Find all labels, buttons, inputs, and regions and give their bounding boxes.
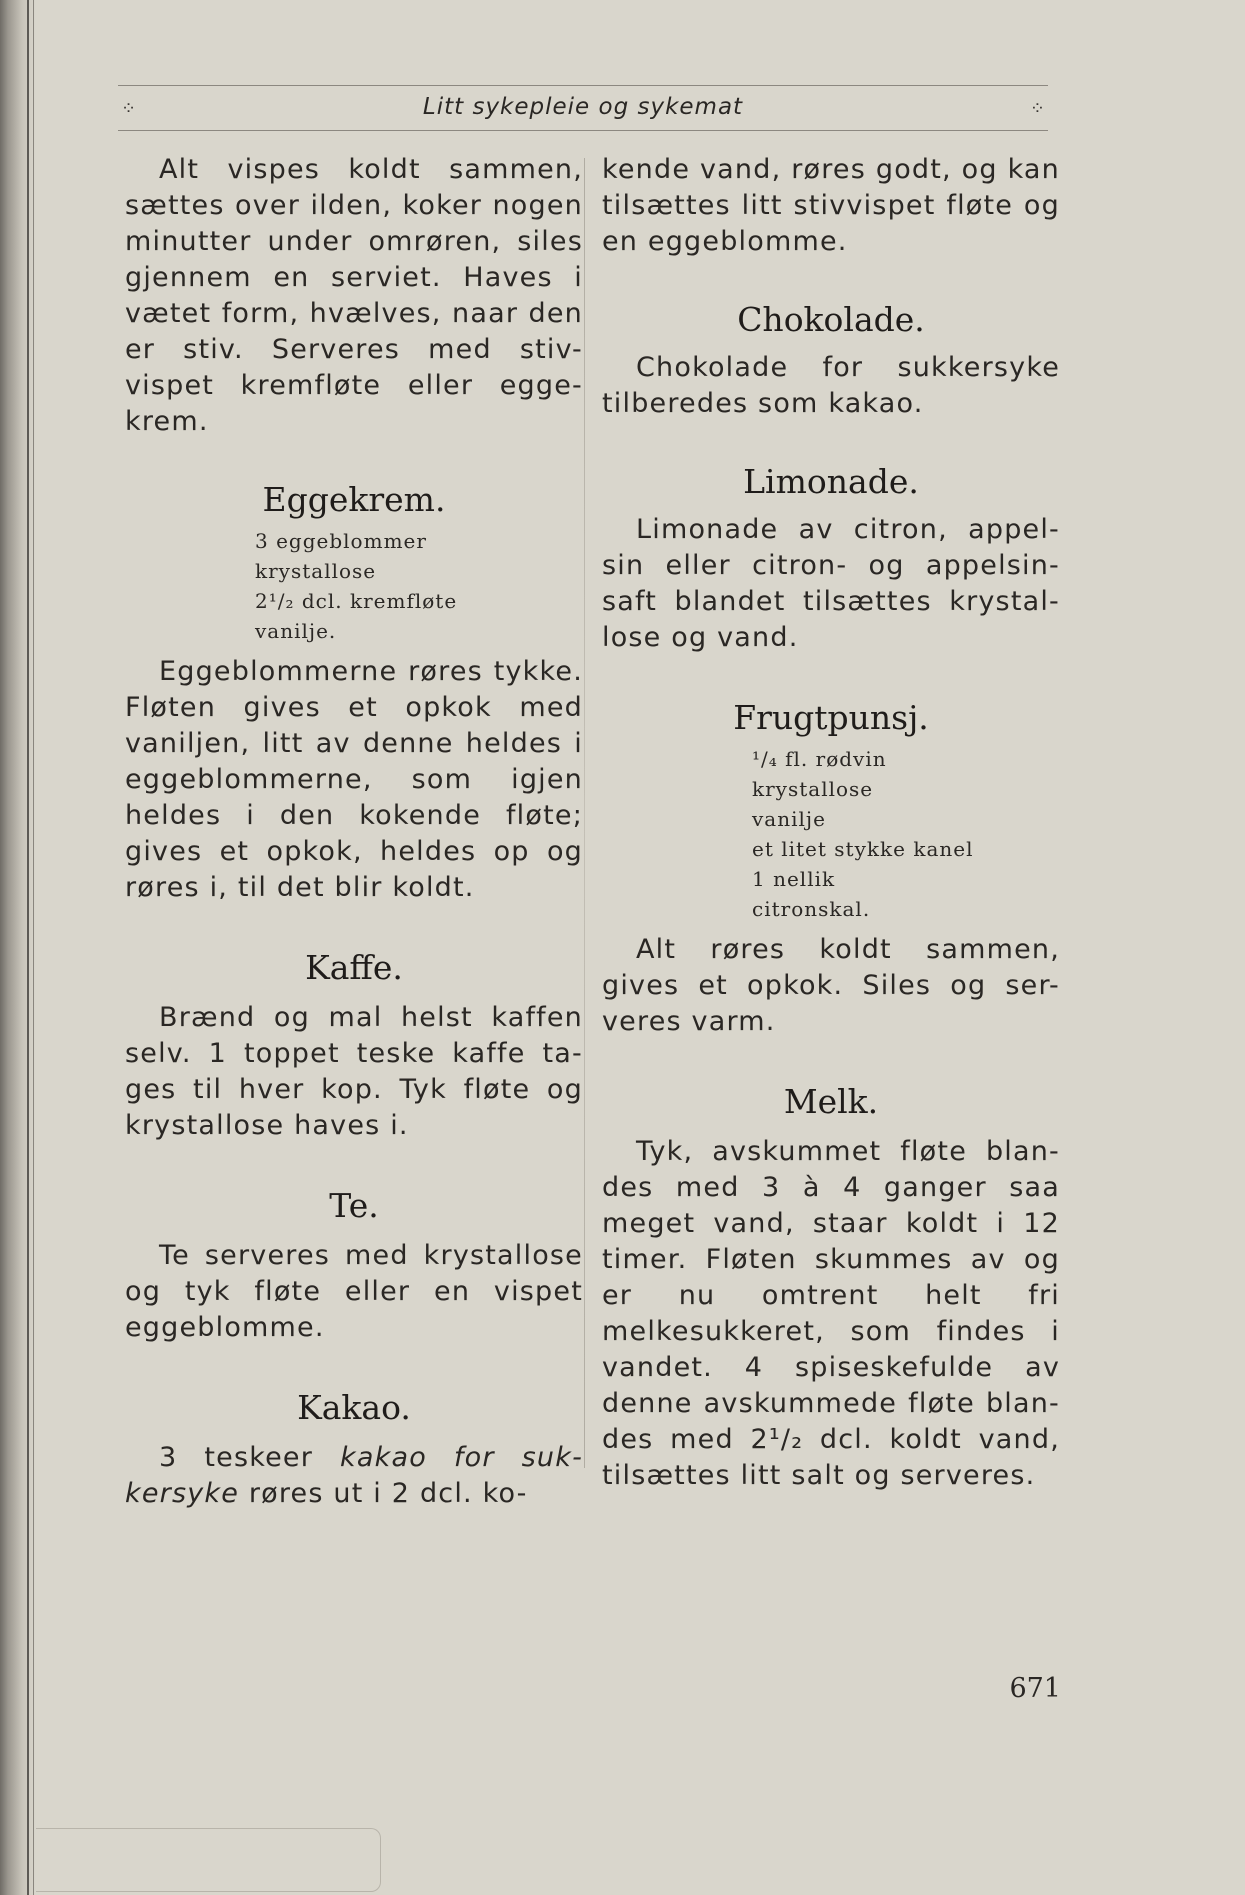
kakao-text-italic: kakao for suk- kersyke <box>125 1442 584 1509</box>
ornament-right-icon: ⁘ <box>1029 98 1045 119</box>
melk-paragraph: Tyk, avskummet fløte blan- des med 3 à 4 ganger saa meget vand, staar koldt i 12 timer. Fløten skummes av og er nu omtrent helt fri melkesukkeret, som findes i vandet. 4 spiseskefulde av denne avskummede fløte blan- des med 2¹/₂ dcl. koldt vand, tilsættes litt salt og serveres. <box>602 1136 1060 1491</box>
book-spine-shadow <box>0 0 36 1895</box>
running-head <box>118 85 1048 131</box>
running-head-title: Litt sykepleie og sykemat <box>422 94 744 120</box>
ingredient-item: 3 eggeblommer <box>255 529 427 553</box>
te-paragraph: Te serveres med krystallose og tyk fløte eller en vispet eggeblomme. <box>125 1240 583 1343</box>
ingredient-item: vanilje <box>752 807 826 831</box>
page-edge-tab <box>36 1828 381 1892</box>
heading-kakao: Kakao. <box>297 1388 411 1427</box>
column-divider <box>584 158 585 1468</box>
ingredient-item: 1 nellik <box>752 867 836 891</box>
kakao-text-end: røres ut i 2 dcl. ko- <box>239 1478 528 1509</box>
ingredient-item: krystallose <box>255 559 377 583</box>
page-number: 671 <box>1009 1673 1061 1704</box>
heading-melk: Melk. <box>783 1082 879 1121</box>
kakao-paragraph <box>125 1440 583 1512</box>
spine-line <box>27 0 29 1895</box>
heading-frugtpunsj: Frugtpunsj. <box>733 698 929 737</box>
intro-paragraph: Alt vispes koldt sammen, sættes over ilden, koker nogen minutter under omrøren, siles gjennem en serviet. Haves i vætet form, hvælves, naar den er stiv. Serveres med stiv- vispet kremfløte eller egge- krem. <box>125 154 583 437</box>
ornament-left-icon: ⁘ <box>121 98 137 119</box>
kaffe-paragraph: Brænd og mal helst kaffen selv. 1 toppet teske kaffe ta- ges til hver kop. Tyk fløte og krystallose haves i. <box>125 1002 583 1141</box>
heading-eggekrem: Eggekrem. <box>262 480 446 519</box>
ingredient-item: 2¹/₂ dcl. kremfløte <box>255 589 458 613</box>
heading-limonade: Limonade. <box>743 462 919 501</box>
ingredient-item: et litet stykke kanel <box>752 837 974 861</box>
limonade-paragraph: Limonade av citron, appel- sin eller citron- og appelsin- saft blandet tilsættes krystal- lose og vand. <box>602 514 1060 653</box>
ingredient-list-frugtpunsj <box>602 744 1060 924</box>
left-column <box>125 152 583 1512</box>
eggekrem-paragraph: Eggeblommerne røres tykke. Fløten gives et opkok med vaniljen, litt av denne heldes i eggeblommerne, som igjen heldes i den kokende fløte; gives et opkok, heldes op og røres i, til det blir koldt. <box>125 656 583 903</box>
right-column <box>602 152 1060 1494</box>
heading-te: Te. <box>329 1186 379 1225</box>
continued-paragraph: kende vand, røres godt, og kan tilsættes litt stivvispet fløte og en eggeblomme. <box>602 154 1060 257</box>
frugtpunsj-paragraph: Alt røres koldt sammen, gives et opkok. Siles og ser- veres varm. <box>602 934 1060 1037</box>
chokolade-paragraph: Chokolade for sukkersyke tilberedes som kakao. <box>602 352 1060 419</box>
ingredient-item: ¹/₄ fl. rødvin <box>752 747 887 771</box>
heading-kaffe: Kaffe. <box>305 948 403 987</box>
ingredient-list-eggekrem <box>125 526 583 646</box>
kakao-text-start: 3 teskeer <box>159 1442 341 1473</box>
ingredient-item: vanilje. <box>255 619 337 643</box>
heading-chokolade: Chokolade. <box>737 300 925 339</box>
spine-line-inner <box>33 0 34 1895</box>
ingredient-item: citronskal. <box>752 897 871 921</box>
ingredient-item: krystallose <box>752 777 874 801</box>
